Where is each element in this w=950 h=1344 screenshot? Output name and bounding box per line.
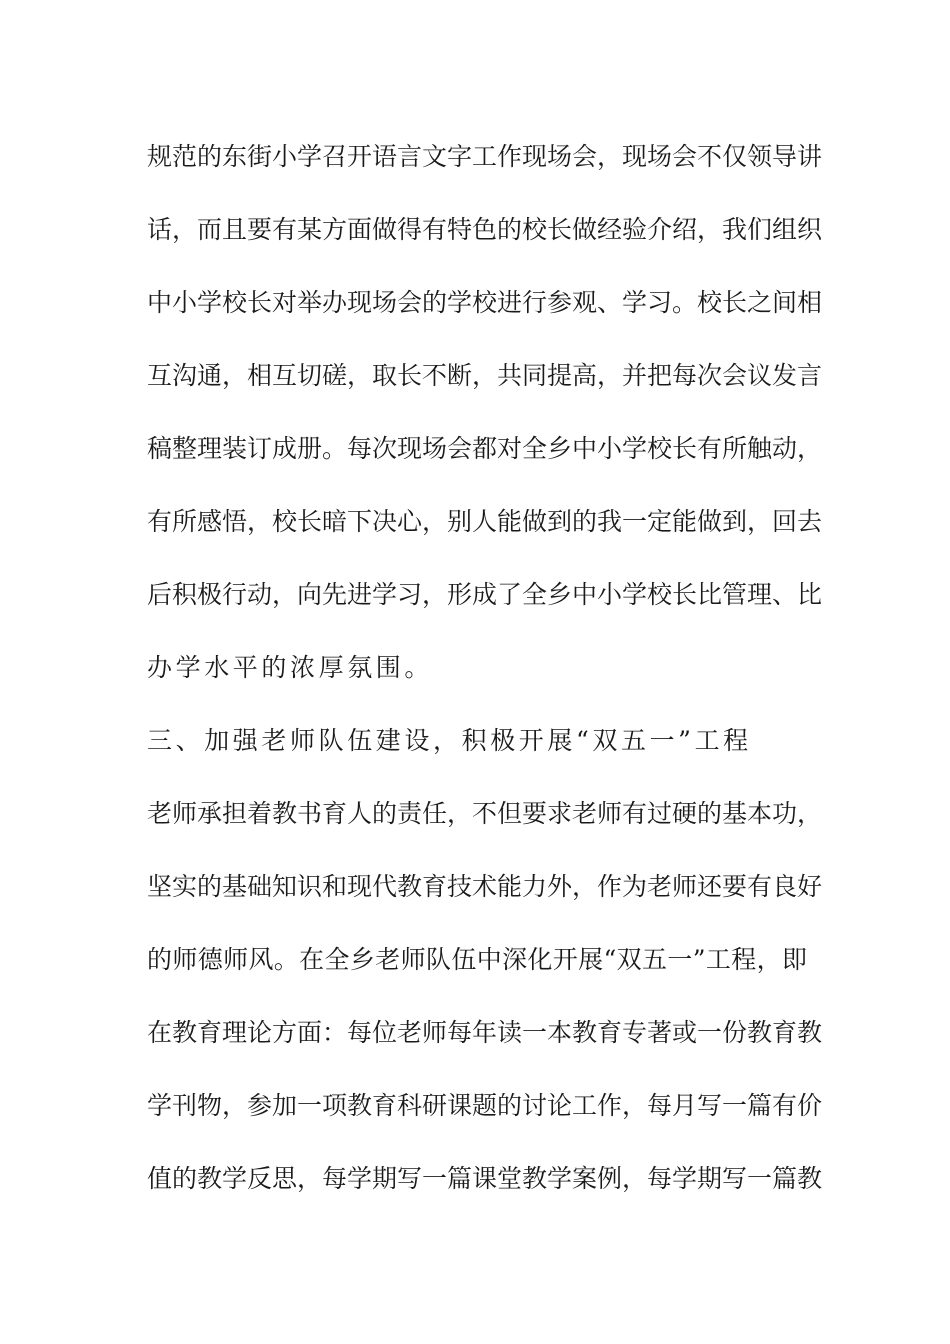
text-line: 中小学校长对举办现场会的学校进行参观、学习。校长之间相	[147, 288, 823, 317]
text-line: 学刊物，参加一项教育科研课题的讨论工作，每月写一篇有价	[147, 1091, 823, 1120]
text-line: 在教育理论方面：每位老师每年读一本教育专著或一份教育教	[147, 1018, 823, 1047]
text-line-paragraph-end: 办学水平的浓厚氛围。	[147, 653, 434, 682]
text-line: 老师承担着教书育人的责任，不但要求老师有过硬的基本功，	[147, 799, 823, 828]
text-line: 稿整理装订成册。每次现场会都对全乡中小学校长有所触动，	[147, 434, 823, 463]
text-line: 话，而且要有某方面做得有特色的校长做经验介绍，我们组织	[147, 215, 823, 244]
section-heading: 三、加强老师队伍建设，积极开展“双五一”工程	[147, 726, 752, 755]
text-line: 后积极行动，向先进学习，形成了全乡中小学校长比管理、比	[147, 580, 823, 609]
text-line: 规范的东街小学召开语言文字工作现场会，现场会不仅领导讲	[147, 142, 823, 171]
text-line: 互沟通，相互切磋，取长不断，共同提高，并把每次会议发言	[147, 361, 823, 390]
text-line: 值的教学反思，每学期写一篇课堂教学案例，每学期写一篇教	[147, 1164, 823, 1193]
text-line: 有所感悟，校长暗下决心，别人能做到的我一定能做到，回去	[147, 507, 823, 536]
text-line: 的师德师风。在全乡老师队伍中深化开展“双五一”工程，即	[147, 945, 807, 974]
text-line: 坚实的基础知识和现代教育技术能力外，作为老师还要有良好	[147, 872, 823, 901]
